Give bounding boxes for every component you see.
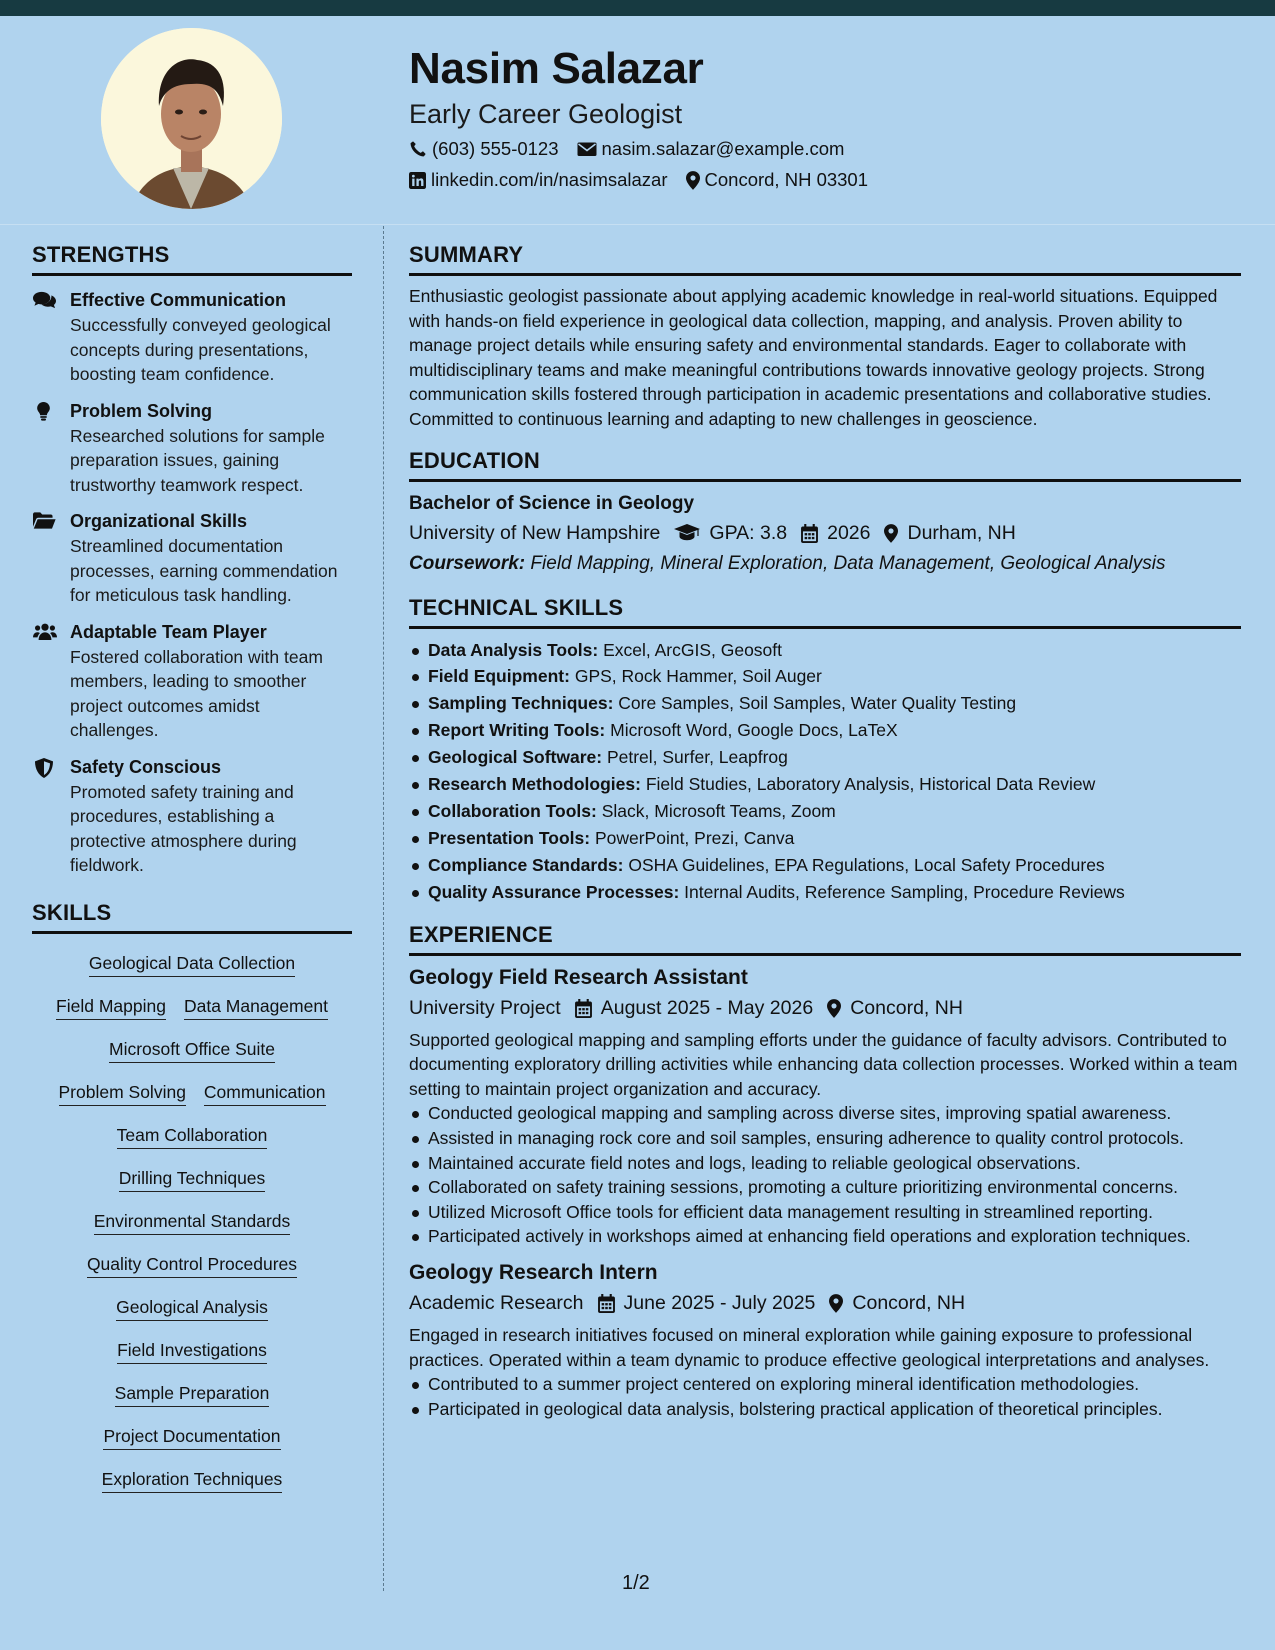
skill-chip: Microsoft Office Suite [109, 1037, 275, 1063]
candidate-role: Early Career Geologist [409, 99, 683, 129]
linkedin-contact[interactable] [409, 168, 668, 192]
resume-header [409, 40, 1239, 192]
list-item: Quality Assurance Processes: Internal Audits, Reference Sampling, Procedure Reviews [409, 879, 1241, 906]
skill-chip: Project Documentation [103, 1424, 280, 1450]
list-item: Contributed to a summer project centered on exploring mineral identification methodologies. [409, 1372, 1241, 1397]
job-entry [409, 1259, 1241, 1421]
skill-chip: Exploration Techniques [102, 1467, 283, 1493]
map-pin-icon [827, 999, 841, 1018]
education-meta [409, 520, 1241, 547]
strength-description: Researched solutions for sample preparation issues, gaining trustworthy teamwork respect. [70, 425, 325, 495]
email-contact[interactable] [577, 137, 845, 161]
school-location: Durham, NH [884, 520, 1015, 547]
job-dates: June 2025 - July 2025 [598, 1290, 816, 1317]
skill-chip: Quality Control Procedures [87, 1252, 297, 1278]
list-item: Field Equipment: GPS, Rock Hammer, Soil Auger [409, 663, 1241, 690]
list-item: Research Methodologies: Field Studies, Laboratory Analysis, Historical Data Review [409, 771, 1241, 798]
technical-skills-rule [409, 626, 1241, 629]
gpa: GPA: 3.8 [674, 520, 787, 547]
school-name: University of New Hampshire [409, 521, 661, 544]
technical-skills-list [409, 637, 1241, 906]
column-divider [383, 226, 384, 1591]
list-item: Geological Software: Petrel, Surfer, Leapfrog [409, 744, 1241, 771]
experience-rule [409, 953, 1241, 956]
contact-row-2 [409, 168, 1239, 192]
skill-chip: Field Mapping [56, 994, 166, 1020]
list-item: Data Analysis Tools: Excel, ArcGIS, Geosoft [409, 637, 1241, 664]
job-title: Geology Research Intern [409, 1260, 658, 1284]
skill-chip: Drilling Techniques [119, 1166, 266, 1192]
location-contact [686, 168, 869, 192]
list-item: Compliance Standards: OSHA Guidelines, EPA Regulations, Local Safety Procedures [409, 852, 1241, 879]
coursework-list: Field Mapping, Mineral Exploration, Data Management, Geological Analysis [530, 552, 1166, 574]
strength-item [32, 288, 352, 387]
education-heading: EDUCATION [409, 447, 540, 473]
strength-title: Safety Conscious [70, 756, 222, 777]
coursework [409, 550, 1241, 577]
list-item: Conducted geological mapping and sampling across diverse sites, improving spatial awareness. [409, 1101, 1241, 1126]
graduation-cap-icon [674, 524, 700, 542]
page-number: 1/2 [622, 1572, 650, 1594]
comments-icon [33, 291, 56, 309]
strength-item [32, 509, 352, 608]
job-location: Concord, NH [827, 995, 963, 1022]
users-icon [33, 623, 57, 640]
left-column [32, 240, 352, 1503]
skills-rule [32, 931, 352, 934]
right-column [409, 240, 1241, 1421]
list-item: Maintained accurate field notes and logs, leading to reliable geological observations. [409, 1151, 1241, 1176]
job-bullets [409, 1101, 1241, 1249]
job-bullets [409, 1372, 1241, 1421]
job-location: Concord, NH [829, 1290, 965, 1317]
job-title: Geology Field Research Assistant [409, 965, 748, 989]
skill-chip: Problem Solving [59, 1080, 186, 1106]
job-org: Academic Research [409, 1291, 584, 1314]
strength-title: Organizational Skills [70, 511, 248, 531]
phone-icon [409, 140, 427, 158]
job-description: Engaged in research initiatives focused on mineral exploration while gaining exposure to professional practices. Operated within a team dynamic to produce effective geological interpretations and analyses. [409, 1324, 1210, 1370]
linkedin-icon [409, 172, 426, 189]
summary-rule [409, 273, 1241, 276]
education-rule [409, 479, 1241, 482]
linkedin-text[interactable]: linkedin.com/in/nasimsalazar [431, 169, 668, 190]
top-bar [0, 0, 1275, 16]
list-item: Report Writing Tools: Microsoft Word, Google Docs, LaTeX [409, 717, 1241, 744]
strength-description: Successfully conveyed geological concepts during presentations, boosting team confidence. [70, 315, 331, 384]
strength-title: Effective Communication [70, 290, 287, 310]
map-pin-icon [829, 1294, 843, 1313]
map-pin-icon [686, 171, 700, 190]
skill-chip: Data Management [184, 994, 328, 1020]
contact-row-1 [409, 137, 1239, 161]
skill-chip: Sample Preparation [115, 1381, 270, 1407]
skill-chip: Team Collaboration [117, 1123, 268, 1149]
strength-item [32, 620, 352, 743]
skill-chip: Geological Analysis [116, 1295, 268, 1321]
skills-heading: SKILLS [32, 899, 112, 925]
list-item: Collaboration Tools: Slack, Microsoft Teams, Zoom [409, 798, 1241, 825]
envelope-icon [577, 141, 597, 157]
list-item: Utilized Microsoft Office tools for efficient data management resulting in streamlined reporting. [409, 1200, 1241, 1225]
map-pin-icon [884, 524, 898, 543]
skill-chip: Field Investigations [117, 1338, 267, 1364]
folder-open-icon [33, 512, 56, 529]
coursework-label: Coursework: [409, 552, 526, 574]
skill-chip: Communication [204, 1080, 326, 1106]
header-divider [0, 224, 1275, 225]
list-item: Assisted in managing rock core and soil samples, ensuring adherence to quality control protocols. [409, 1126, 1241, 1151]
strength-title: Problem Solving [70, 400, 213, 421]
skills-list [32, 944, 352, 1503]
calendar-icon [801, 524, 818, 543]
candidate-name: Nasim Salazar [409, 44, 704, 93]
strength-item [32, 399, 352, 498]
strength-title: Adaptable Team Player [70, 621, 267, 642]
technical-skills-heading: TECHNICAL SKILLS [409, 594, 624, 620]
skill-chip: Environmental Standards [94, 1209, 291, 1235]
strength-description: Promoted safety training and procedures, establishing a protective atmosphere during fieldwork. [70, 781, 297, 875]
shield-icon [35, 758, 53, 778]
calendar-icon [598, 1294, 615, 1313]
job-meta [409, 1290, 1241, 1317]
strength-description: Streamlined documentation processes, earning commendation for meticulous task handling. [70, 536, 338, 605]
email-text[interactable]: nasim.salazar@example.com [601, 138, 845, 159]
summary-text: Enthusiastic geologist passionate about applying academic knowledge in real-world situations. Equipped with hands-on field experience in geological data collection, mapping, and analysis. Proven ability to manage project details while ensuring safety and environmental standards. Eager to collaborate with multidisciplinary teams and make meaningful contributions towards innovative geology projects. Strong communication skills fostered through participation in academic presentations and collaborative studies. Committed to continuous learning and adapting to new challenges in geoscience. [409, 286, 1218, 429]
job-dates: August 2025 - May 2026 [575, 995, 813, 1022]
list-item: Presentation Tools: PowerPoint, Prezi, Canva [409, 825, 1241, 852]
skill-chip: Geological Data Collection [89, 951, 295, 977]
profile-photo [101, 28, 282, 209]
strengths-heading: STRENGTHS [32, 242, 170, 267]
calendar-icon [575, 999, 592, 1018]
strength-item [32, 755, 352, 878]
graduation-year: 2026 [801, 520, 870, 547]
list-item: Participated in geological data analysis, bolstering practical application of theoretical principles. [409, 1397, 1241, 1422]
degree-title: Bachelor of Science in Geology [409, 492, 695, 514]
list-item: Participated actively in workshops aimed at enhancing field operations and exploration techniques. [409, 1224, 1241, 1249]
list-item: Sampling Techniques: Core Samples, Soil Samples, Water Quality Testing [409, 690, 1241, 717]
job-meta [409, 995, 1241, 1022]
experience-heading: EXPERIENCE [409, 921, 553, 947]
strengths-rule [32, 273, 352, 276]
lightbulb-icon [37, 402, 50, 421]
list-item: Collaborated on safety training sessions, promoting a culture prioritizing environmental concerns. [409, 1175, 1241, 1200]
phone-contact [409, 137, 559, 161]
job-description: Supported geological mapping and sampling efforts under the guidance of faculty advisors. Contributed to documenting exploratory drilling activities while enhancing data collection processes. Worked within a team setting to maintain project organization and accuracy. [409, 1029, 1238, 1099]
location-text: Concord, NH 03301 [704, 169, 869, 190]
job-org: University Project [409, 996, 561, 1019]
strengths-list [32, 288, 352, 878]
summary-heading: SUMMARY [409, 242, 524, 267]
job-entry [409, 964, 1241, 1249]
phone-text: (603) 555-0123 [432, 138, 559, 159]
strength-description: Fostered collaboration with team members, leading to smoother project outcomes amidst challenges. [70, 646, 323, 740]
